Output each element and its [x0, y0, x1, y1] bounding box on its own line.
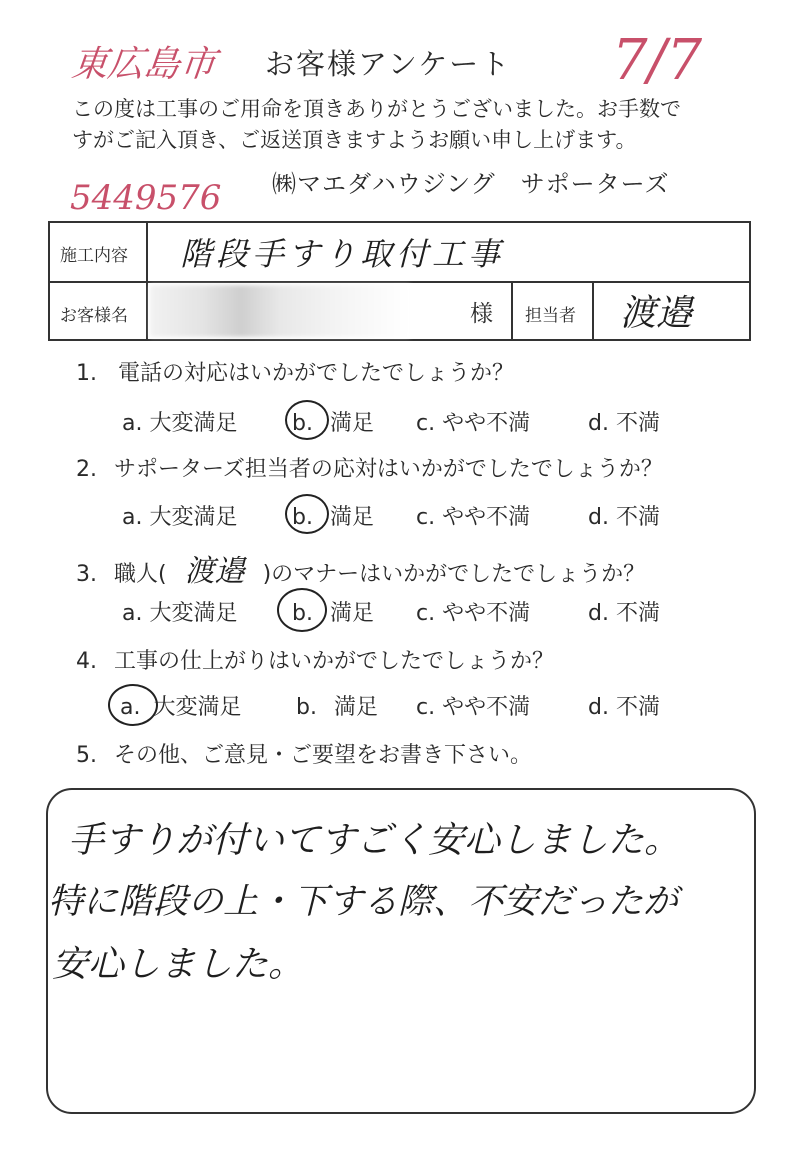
handwritten-mark: 7/7 [612, 28, 703, 93]
option-b[interactable]: b. 満足 [292, 505, 374, 530]
work-content-value[interactable]: 階段手すり取付工事 [180, 235, 505, 273]
table-divider [146, 223, 148, 339]
company-name: ㈱マエダハウジング サポーターズ [272, 170, 670, 198]
question-text-before: 職人( [114, 562, 167, 587]
comment-line-3: 安心しました。 [52, 944, 305, 985]
options-1 [0, 406, 786, 440]
staff-name-value[interactable]: 渡邉 [620, 293, 693, 334]
table-divider [511, 281, 513, 339]
question-number: 2. [76, 457, 97, 482]
question-1 [76, 356, 514, 387]
handwritten-ward: 東広島市 [69, 44, 218, 85]
option-a[interactable]: a. 大変満足 [122, 601, 238, 626]
sama-label: 様 [470, 301, 493, 327]
intro-line-2: すがご記入頂き、ご返送頂きますようお願い申し上げます。 [72, 128, 637, 152]
question-4 [76, 644, 554, 675]
option-d[interactable]: d. 不満 [588, 411, 660, 436]
work-content-label: 施工内容 [60, 246, 128, 266]
redacted-customer-name [150, 285, 410, 337]
table-divider [592, 281, 594, 339]
question-text: その他、ご意見・ご要望をお書き下さい。 [114, 743, 533, 768]
question-3 [76, 546, 645, 590]
staff-label: 担当者 [525, 306, 576, 326]
question-5 [76, 738, 532, 769]
options-3 [0, 596, 786, 630]
option-b[interactable]: b. 満足 [296, 695, 378, 720]
question-text: 工事の仕上がりはいかがでしたでしょうか？ [114, 649, 555, 674]
option-a[interactable]: a. 大変満足 [120, 695, 242, 720]
question-text: 電話の対応はいかがでしたでしょうか？ [118, 361, 515, 386]
option-d[interactable]: d. 不満 [588, 695, 660, 720]
customer-name-label: お客様名 [60, 306, 128, 326]
intro-text [72, 94, 752, 156]
craftsman-name-value[interactable]: 渡邉 [184, 554, 245, 589]
option-b[interactable]: b. 満足 [292, 601, 374, 626]
question-number: 4. [76, 649, 97, 674]
option-c[interactable]: c. やや不満 [416, 505, 531, 530]
question-text: サポーターズ担当者の応対はいかがでしたでしょうか？ [114, 457, 663, 482]
option-d[interactable]: d. 不満 [588, 601, 660, 626]
options-2 [0, 500, 786, 534]
survey-title: お客様アンケート [265, 47, 512, 81]
info-table [48, 221, 751, 341]
question-2 [76, 452, 663, 483]
option-a[interactable]: a. 大変満足 [122, 505, 238, 530]
question-number: 5. [76, 743, 97, 768]
question-text-after: )のマナーはいかがでしたでしょうか？ [262, 562, 646, 587]
option-b[interactable]: b. 満足 [292, 411, 374, 436]
option-c[interactable]: c. やや不満 [416, 601, 531, 626]
intro-line-1: この度は工事のご用命を頂きありがとうございました。お手数で [72, 97, 681, 121]
table-divider [50, 281, 749, 283]
handwritten-number: 5449576 [70, 178, 222, 218]
comment-box[interactable] [46, 788, 756, 1114]
comment-line-1: 手すりが付いてすごく安心しました。 [68, 820, 681, 861]
comment-line-2: 特に階段の上・下する際、不安だったが [48, 882, 679, 922]
option-c[interactable]: c. やや不満 [416, 695, 531, 720]
question-number: 1. [76, 361, 97, 386]
option-c[interactable]: c. やや不満 [416, 411, 531, 436]
options-4 [0, 690, 786, 724]
option-a[interactable]: a. 大変満足 [122, 411, 238, 436]
question-number: 3. [76, 562, 97, 587]
option-d[interactable]: d. 不満 [588, 505, 660, 530]
